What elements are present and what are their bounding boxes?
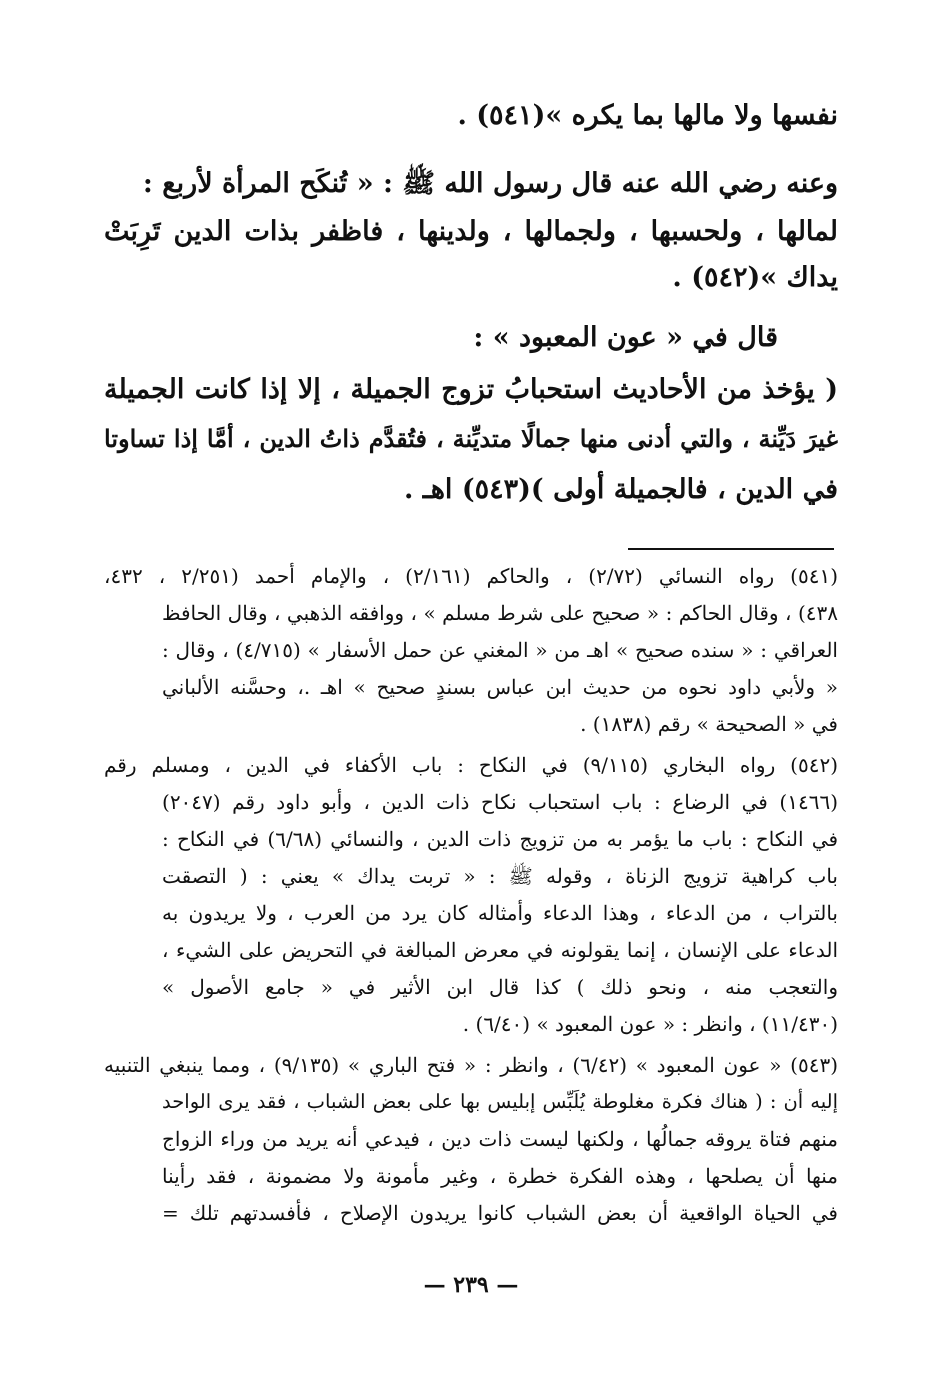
footnote-line: العراقي : « سنده صحيح » اهـ من « المغني عن حمل الأسفار » (٤/٧١٥) ، وقال : — [162, 638, 838, 662]
footnote-line: (١١/٤٣٠) ، وانظر : « عون المعبود » (٦/٤٠) . — [462, 1012, 838, 1036]
main-line-6: ( يؤخذ من الأحاديث استحبابُ تزوج الجميلة ، إلا إذا كانت الجميلة — [104, 374, 838, 405]
footnote-line: في النكاح : باب ما يؤمر به من تزويج ذات الدين ، والنسائي (٦/٦٨) في النكاح : — [162, 827, 839, 851]
footnote-line: (١٤٦٦) في الرضاع : باب استحباب نكاح ذات الدين ، وأبو داود رقم (٢٠٤٧) — [162, 790, 838, 814]
footnote-line: « ولأبي داود نحوه من حديث ابن عباس بسندٍ صحيح » اهـ .، وحسَّنه الألباني — [162, 675, 838, 699]
footnote-line: في « الصحيحة » رقم (١٨٣٨) . — [580, 712, 838, 736]
footnote-line: بالتراب ، من الدعاء ، وهذا الدعاء وأمثاله كان يرد من العرب ، ولا يريدون به — [162, 901, 838, 925]
main-line-8: في الدين ، فالجميلة أولى )(٥٤٣) اهـ . — [403, 474, 838, 505]
footnote-line: (٥٤٣) « عون المعبود » (٦/٤٢) ، وانظر : « فتح الباري » (٩/١٣٥) ، ومما ينبغي التنبيه — [104, 1053, 839, 1077]
main-line-2: وعنه رضي الله عنه قال رسول الله ﷺ : « تُنكَح المرأة لأربع : — [142, 168, 838, 199]
main-line-5: قال في « عون المعبود » : — [473, 322, 778, 353]
main-line-1: نفسها ولا مالها بما يكره »(٥٤١) . — [457, 100, 838, 131]
footnote-line: منها أن يصلحها ، وهذه الفكرة خطرة ، وغير مأمونة ولا مضمونة ، فقد رأينا — [162, 1164, 838, 1188]
footnote-line: إليه أن : ( هناك فكرة مغلوطة يُلَبِّس إبليس بها على بعض الشباب ، فقد يرى الواحد — [162, 1090, 838, 1113]
footnote-line: باب كراهية تزويج الزناة ، وقوله ﷺ : « تربت يداك » يعني : ( التصقت — [162, 864, 838, 888]
footnote-line: الدعاء على الإنسان ، إنما يقولونه في معرض المبالغة في التحريض على الشيء ، — [162, 938, 838, 962]
footnote-line: (٥٤١) رواه النسائي (٢/٧٢) ، والحاكم (٢/١٦١) ، والإمام أحمد (٢/٢٥١ ، ٤٣٢، — [104, 564, 839, 588]
page-number: — ٢٣٩ — — [423, 1272, 519, 1298]
footnote-line: والتعجب منه ، ونحو ذلك ) كذا قال ابن الأثير في « جامع الأصول » — [162, 975, 838, 999]
main-line-3: لمالها ، ولحسبها ، ولجمالها ، ولدينها ، فاظفر بذات الدين تَرِبَتْ — [104, 216, 838, 247]
footnote-line: (٥٤٢) رواه البخاري (٩/١١٥) في النكاح : باب الأكفاء في الدين ، ومسلم رقم — [104, 753, 839, 777]
footnote-line: في الحياة الواقعية أن بعض الشباب كانوا يريدون الإصلاح ، فأفسدتهم تلك = — [162, 1201, 838, 1225]
footnote-separator — [628, 548, 834, 550]
main-line-4: يداك »(٥٤٢) . — [672, 262, 838, 293]
footnote-line: منهم فتاة يروقه جمالُها ، ولكنها ليست ذات دين ، فيدعي أنه يريد من وراء الزواج — [162, 1127, 838, 1151]
main-line-7: غيرَ دَيِّنة ، والتي أدنى منها جمالًا متديِّنة ، فتُقدَّم ذاتُ الدين ، أمَّا إذا تساوتا — [104, 424, 838, 453]
footnote-line: ٤٣٨) ، وقال الحاكم : « صحيح على شرط مسلم » ، ووافقه الذهبي ، وقال الحافظ — [162, 601, 838, 625]
